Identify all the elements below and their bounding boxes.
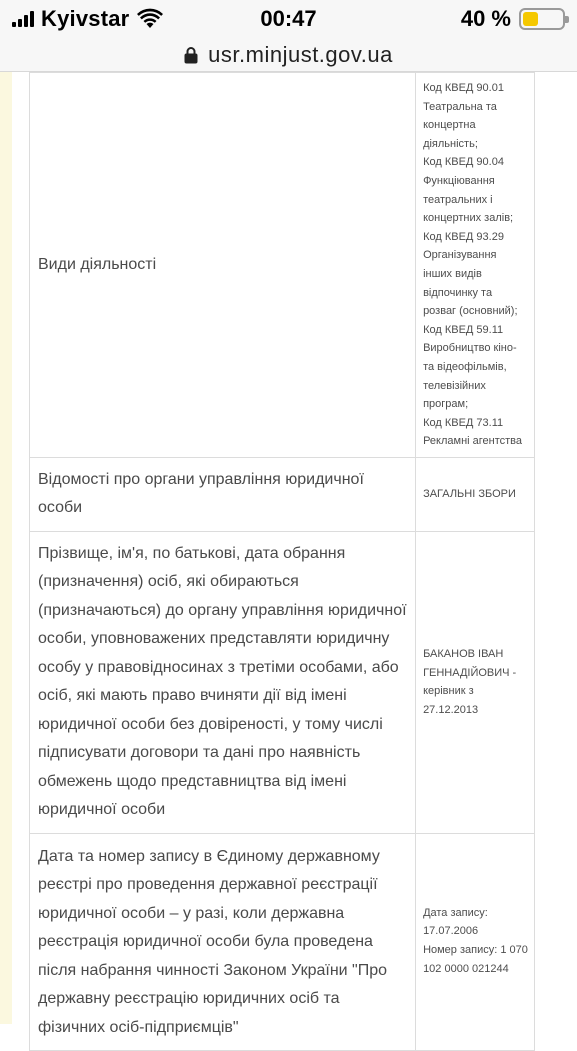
page-side-stripe bbox=[0, 72, 12, 1024]
value-line: Код КВЕД 59.11 bbox=[423, 323, 504, 336]
row-value bbox=[416, 73, 535, 458]
page-content[interactable] bbox=[0, 72, 577, 1036]
value-line: Код КВЕД 93.29 bbox=[423, 230, 504, 243]
registry-table bbox=[29, 72, 535, 1051]
value-line: Дата запису: bbox=[423, 906, 488, 919]
value-line: концертна bbox=[423, 119, 476, 132]
value-line: Рекламні агентства bbox=[423, 435, 523, 448]
status-bar bbox=[0, 0, 577, 38]
row-label: Прізвище, ім'я, по батькові, дата обрання (призначення) осіб, які обираються (призначаються) до органу управління юридичної особи, уповноважених представляти юридичну особу у правовідносинах з третіми особами, або осіб, які мають право вчиняти дії від імені юридичної особи без довіреності, у тому числі підписувати договори та дані про наявність обмежень щодо представництва від імені юридичної особи bbox=[30, 531, 416, 833]
value-line: ЗАГАЛЬНІ ЗБОРИ bbox=[423, 488, 516, 501]
value-line: Театральна та bbox=[423, 100, 497, 113]
status-right bbox=[461, 6, 565, 32]
value-line: театральних і bbox=[423, 193, 493, 206]
battery-tip bbox=[565, 16, 569, 23]
value-line: діяльність; bbox=[423, 137, 478, 150]
value-line: 27.12.2013 bbox=[423, 703, 479, 716]
value-line: Номер запису: 1 070 bbox=[423, 944, 528, 957]
value-line: концертних залів; bbox=[423, 212, 514, 225]
row-label: Відомості про органи управління юридичної особи bbox=[30, 457, 416, 531]
value-line: інших видів bbox=[423, 267, 482, 280]
value-line: відпочинку та bbox=[423, 286, 493, 299]
battery-level-fill bbox=[523, 12, 538, 26]
carrier-name: Kyivstar bbox=[41, 6, 130, 31]
battery-icon bbox=[519, 8, 565, 30]
value-line: БАКАНОВ ІВАН bbox=[423, 648, 504, 661]
value-line: телевізійних bbox=[423, 379, 486, 392]
value-line: Функціювання bbox=[423, 174, 495, 187]
row-label: Види діяльності bbox=[30, 73, 416, 458]
battery-percent: 40 % bbox=[460, 6, 511, 31]
row-value bbox=[416, 833, 535, 1051]
row-value bbox=[416, 457, 535, 531]
value-line: Організування bbox=[423, 249, 497, 262]
value-line: Код КВЕД 73.11 bbox=[423, 416, 504, 429]
value-line: керівник з bbox=[423, 685, 474, 698]
value-line: Виробництво кіно- bbox=[423, 342, 517, 355]
value-line: Код КВЕД 90.01 bbox=[423, 82, 504, 94]
table-row bbox=[30, 833, 535, 1051]
address-bar[interactable] bbox=[0, 38, 577, 72]
table-row bbox=[30, 531, 535, 833]
row-label: Дата та номер запису в Єдиному державному реєстрі про проведення державної реєстрації юридичної особи – у разі, коли державна реєстрація юридичної особи була проведена після набрання чинності Законом України "Про державну реєстрацію юридичних осіб та фізичних осіб-підприємців" bbox=[30, 833, 416, 1051]
value-line: програм; bbox=[423, 398, 469, 411]
value-line: 17.07.2006 bbox=[423, 925, 479, 938]
row-value bbox=[416, 531, 535, 833]
value-line: 102 0000 021244 bbox=[423, 962, 509, 975]
url-text[interactable]: usr.minjust.gov.ua bbox=[208, 41, 393, 67]
value-line: ГЕННАДІЙОВИЧ - bbox=[423, 666, 517, 679]
table-row bbox=[30, 457, 535, 531]
clock: 00:47 bbox=[260, 6, 317, 31]
value-line: розваг (основний); bbox=[423, 305, 518, 318]
table-row bbox=[30, 73, 535, 458]
value-line: та відеофільмів, bbox=[423, 360, 507, 373]
lock-icon bbox=[184, 46, 198, 64]
value-line: Код КВЕД 90.04 bbox=[423, 156, 504, 169]
